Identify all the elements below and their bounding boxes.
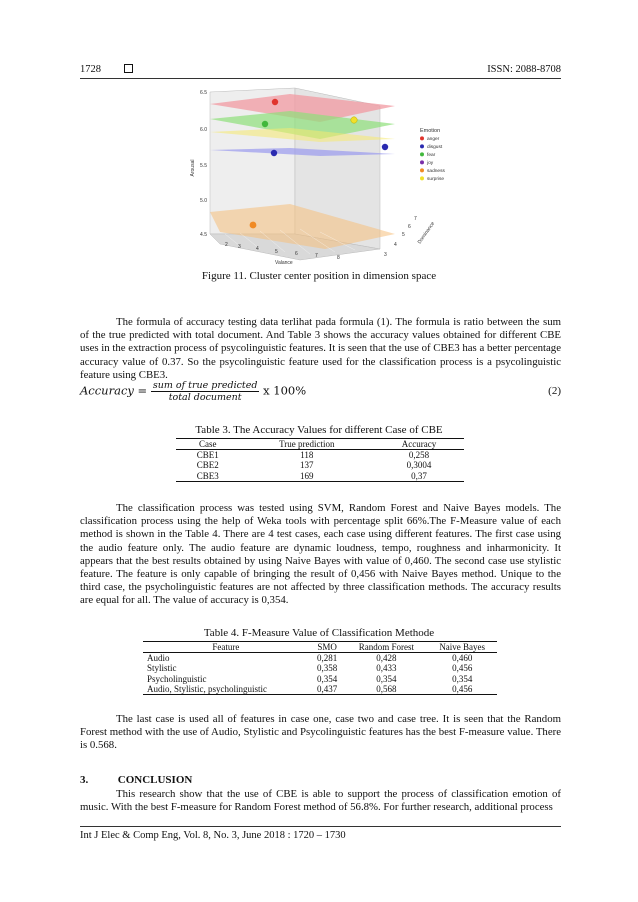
table-cell: 118 [300, 450, 314, 460]
equation-number: (2) [548, 385, 561, 397]
paragraph-classification: The classification process was tested using SVM, Random Forest and Naive Bayes models. The classification process using the help of Weka tools with percentage split 66%.The F-Measure value of each method is shown in the Table 4. There are 4 test cases, each case using different features. The first case using the audio feature only. The audio feature are dynamic loudness, tempo, roughness and inharmonicity. It appears that the best results obtained by using Naive Bayes with value of 0,460. The second case use stylistic feature. The feature is only capable of bringing the result of 0,456 with Naive Bayes method. Unique to the third case, the psycholinguistic features are not affected by three classification methods. The accuracy results are equal for all. The value of accuracy is 0,354. [80, 502, 561, 607]
z-tick: 4 [394, 242, 397, 248]
joy-point [382, 144, 388, 150]
legend-label: disgust [427, 145, 443, 150]
legend [420, 128, 445, 182]
table-row [143, 663, 497, 673]
equation-rhs: x 100% [263, 383, 307, 398]
equation [80, 380, 306, 403]
figure-caption: Figure 11. Cluster center position in dimension space [201, 270, 437, 282]
legend-marker [420, 160, 424, 164]
equation-lhs: Accuracy = [80, 383, 148, 398]
table-cell: 0,3004 [406, 460, 432, 471]
table-header-cell: Feature [143, 642, 309, 653]
table-cell: 0,37 [374, 471, 464, 482]
y-tick: 5.5 [200, 163, 207, 169]
table-cell: CBE3 [176, 471, 240, 482]
table-cell: 0,568 [345, 684, 427, 695]
z-tick: 6 [408, 224, 411, 230]
table-cell: 0,354 [317, 673, 338, 684]
section-title: CONCLUSION [117, 774, 193, 786]
footer-rule [80, 826, 561, 827]
x-tick: 6 [295, 251, 298, 257]
legend-marker [420, 152, 424, 156]
paragraph-accuracy: The formula of accuracy testing data terlihat pada formula (1). The formula is ratio between the sum of the true predicted with total document. And Table 3 shows the accuracy values obtained for different CBE uses in the extraction process of psycolinguistic features. It is seen that the use of CBE3 has a better percentage accuracy value of 0.37. So the psycolinguistic feature used for the classification process is a psycolinguistic feature using CBE3. [80, 316, 561, 381]
table4 [143, 641, 497, 695]
equation-numerator: sum of true predicted [152, 380, 258, 391]
header-box-icon [124, 64, 133, 73]
table-cell: 137 [300, 460, 314, 471]
table-row [143, 674, 497, 684]
x-tick: 4 [256, 246, 259, 252]
legend-title: Emotion [420, 128, 441, 134]
legend-marker [420, 144, 424, 148]
table-cell: CBE1 [196, 450, 219, 460]
table-cell: Stylistic [147, 663, 177, 674]
disgust-point [271, 150, 277, 156]
table-cell: 0,358 [317, 663, 338, 674]
x-axis-label: Valance [275, 260, 293, 266]
table-cell: 169 [240, 471, 374, 482]
equation-denominator: total document [168, 392, 242, 403]
legend-marker [420, 136, 424, 140]
table-cell: 0,281 [317, 653, 338, 663]
table-cell: CBE2 [196, 460, 219, 471]
legend-label: fear [427, 153, 436, 158]
x-tick: 3 [238, 244, 241, 250]
table-cell: 0,456 [452, 663, 473, 674]
table-row [143, 684, 497, 695]
paragraph-last-case: The last case is used all of features in case one, case two and case tree. It is seen that the Random Forest method with the use of Audio, Stylistic and Psycolinguistic features has the best F-measure value. There is 0.568. [80, 713, 561, 752]
table4-caption: Table 4. F-Measure Value of Classification Methode [203, 627, 435, 639]
table-row [176, 450, 464, 461]
legend-marker [420, 168, 424, 172]
z-tick: 5 [402, 232, 405, 238]
legend-label: sadness [427, 169, 445, 174]
table3 [176, 438, 464, 482]
y-tick: 5.0 [200, 198, 207, 204]
table-cell: 0,258 [408, 450, 430, 460]
legend-label: anger [427, 137, 440, 142]
x-tick: 2 [225, 242, 228, 248]
fear-point [262, 121, 268, 127]
table-cell: 0,428 [376, 653, 397, 663]
table-cell: 0,354 [452, 673, 473, 684]
x-tick: 5 [275, 249, 278, 255]
legend-label: joy [427, 161, 434, 166]
y-axis-label: Arousal [190, 159, 196, 177]
surprise-point [351, 117, 357, 123]
equation-fraction [151, 380, 260, 403]
issn: ISSN: 2088-8708 [487, 64, 561, 75]
sadness-point [250, 222, 257, 229]
legend-marker [420, 176, 424, 180]
z-tick: 7 [414, 216, 417, 222]
table-row [176, 460, 464, 470]
anger-point [272, 99, 278, 105]
y-tick: 4.5 [200, 232, 207, 238]
table-header-cell: Case [176, 439, 240, 450]
z-tick: 3 [384, 252, 387, 258]
table-header-cell: Random Forest [345, 642, 427, 653]
y-tick: 6.5 [200, 90, 207, 96]
table-header-cell: SMO [309, 642, 346, 653]
header-rule [80, 78, 561, 79]
table-cell: 0,433 [376, 663, 397, 674]
table-header-cell: Accuracy [374, 439, 464, 450]
z-axis-label: Dominance [416, 220, 437, 246]
table-cell: Audio [147, 653, 170, 663]
table-row [143, 653, 497, 664]
figure-3d-scatter [180, 84, 460, 266]
table-cell: Psycholinguistic [147, 673, 207, 684]
table-cell: Audio, Stylistic, psycholinguistic [143, 684, 309, 695]
table-cell: 0,437 [309, 684, 346, 695]
section-heading [80, 774, 192, 786]
legend-label: surprise [427, 177, 445, 182]
table-header-cell: Naive Bayes [427, 642, 497, 653]
section-number: 3. [80, 774, 89, 786]
table-cell: 0,354 [376, 673, 397, 684]
x-tick: 8 [337, 255, 340, 261]
paragraph-conclusion: This research show that the use of CBE is able to support the process of classification emotion of music. With the best F-measure for Random Forest method of 56.8%. For further research, additional process [80, 788, 561, 814]
y-tick: 6.0 [200, 127, 207, 133]
table-cell: 0,456 [427, 684, 497, 695]
footer-citation: Int J Elec & Comp Eng, Vol. 8, No. 3, June 2018 : 1720 – 1730 [80, 830, 346, 841]
table-row [176, 471, 464, 482]
page-number: 1728 [80, 64, 101, 75]
table-cell: 0,460 [452, 653, 473, 663]
table-header-cell: True prediction [240, 439, 374, 450]
table3-caption: Table 3. The Accuracy Values for different Case of CBE [195, 424, 443, 436]
x-tick: 7 [315, 253, 318, 259]
